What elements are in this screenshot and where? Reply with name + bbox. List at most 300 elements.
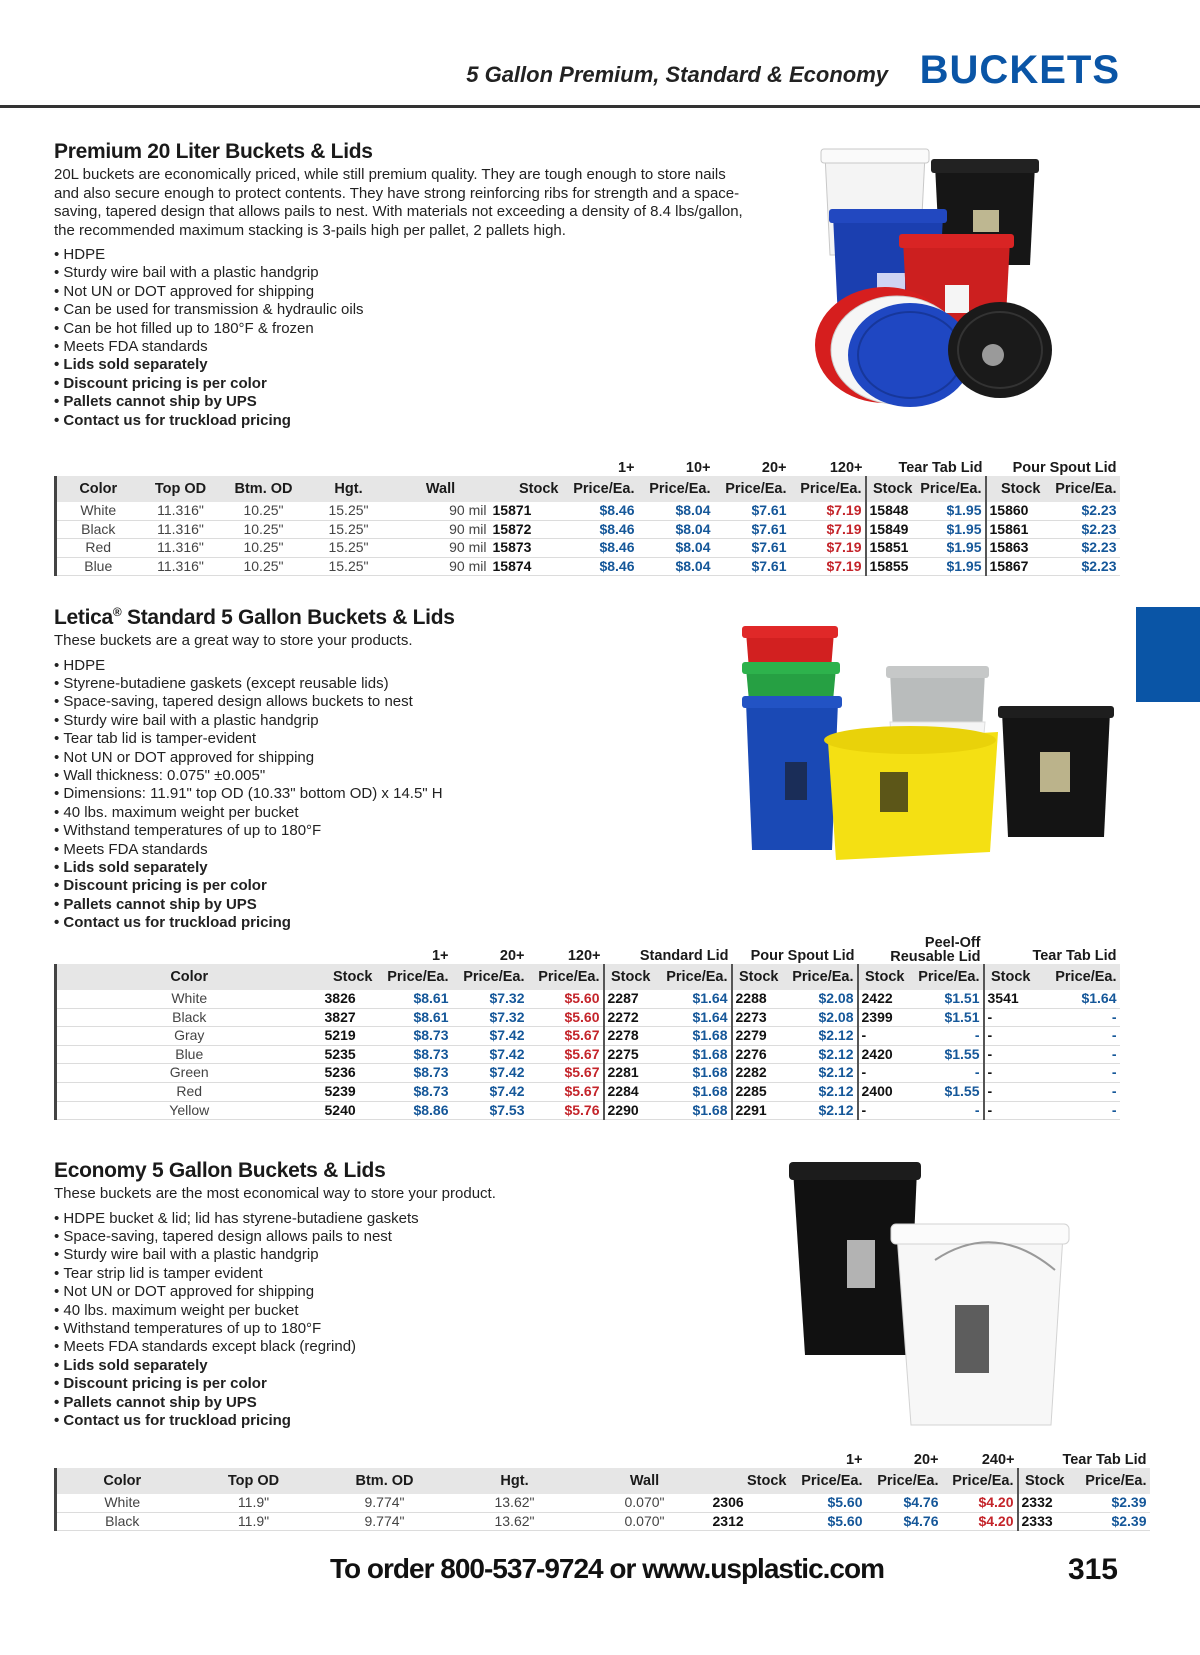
cell-stock: 5240 <box>322 1101 376 1120</box>
cell-stock: 15871 <box>490 502 562 520</box>
cell-p240: $4.20 <box>942 1512 1018 1531</box>
col-stock: Stock <box>1018 1468 1068 1494</box>
cell-l1p: $1.68 <box>654 1064 732 1083</box>
col-stock: Stock <box>490 476 562 502</box>
feature-bullet: • Contact us for truckload pricing <box>54 1412 744 1430</box>
cell-p20: $7.42 <box>452 1082 528 1101</box>
cell-p1: $8.46 <box>562 502 638 520</box>
standard-price-table <box>54 936 1120 1120</box>
feature-bullet: • Meets FDA standards <box>54 841 744 859</box>
cell-lid2_stock: 15867 <box>986 557 1044 576</box>
header-title: BUCKETS <box>919 48 1120 92</box>
cell-p20: $7.42 <box>452 1064 528 1083</box>
cell-l1p: $1.68 <box>654 1045 732 1064</box>
feature-bullet: • Pallets cannot ship by UPS <box>54 393 744 411</box>
cell-p120: $7.19 <box>790 539 866 558</box>
cell-btm: 10.25" <box>222 520 306 539</box>
cell-l2s: 2279 <box>732 1027 782 1046</box>
cell-p240: $4.20 <box>942 1494 1018 1512</box>
cell-wall: 90 mil <box>392 557 490 576</box>
cell-p120: $5.76 <box>528 1101 604 1120</box>
qty-120-label: 120+ <box>829 460 863 476</box>
table-row <box>56 1494 1150 1512</box>
cell-l1s: 2290 <box>604 1101 654 1120</box>
peel-off-lid-label <box>858 936 984 964</box>
feature-bullet: • Contact us for truckload pricing <box>54 412 744 430</box>
section-side-tab <box>1136 607 1200 702</box>
cell-lid2_stock: 15860 <box>986 502 1044 520</box>
col-btm-od: Btm. OD <box>222 476 306 502</box>
header-subtitle: 5 Gallon Premium, Standard & Economy <box>466 62 888 87</box>
cell-btm: 9.774" <box>320 1494 450 1512</box>
cell-l3p: - <box>908 1027 984 1046</box>
col-price: Price/Ea. <box>916 476 986 502</box>
cell-color: Green <box>56 1064 322 1083</box>
cell-lid2_price: $2.23 <box>1044 502 1120 520</box>
tear-tab-lid-label: Tear Tab Lid <box>1032 948 1117 964</box>
cell-color: Gray <box>56 1027 322 1046</box>
cell-lid1_stock: 15849 <box>866 520 916 539</box>
cell-p120: $5.67 <box>528 1082 604 1101</box>
cell-p1: $8.61 <box>376 990 452 1008</box>
cell-l1p: $2.39 <box>1068 1494 1150 1512</box>
cell-p120: $7.19 <box>790 557 866 576</box>
cell-l2p: $2.12 <box>782 1027 858 1046</box>
col-stock: Stock <box>604 964 654 990</box>
col-color: Color <box>56 964 322 990</box>
cell-l3s: 2399 <box>858 1008 908 1027</box>
cell-l1s: 2287 <box>604 990 654 1008</box>
col-price: Price/Ea. <box>654 964 732 990</box>
qty-1-label: 1+ <box>617 460 635 476</box>
cell-color: White <box>56 502 140 520</box>
cell-p1: $8.46 <box>562 557 638 576</box>
cell-p120: $5.67 <box>528 1027 604 1046</box>
economy-title: Economy 5 Gallon Buckets & Lids <box>54 1159 386 1182</box>
table-row <box>56 520 1120 539</box>
cell-color: Black <box>56 1512 188 1531</box>
cell-stock: 2312 <box>710 1512 790 1531</box>
premium-section <box>54 140 744 430</box>
feature-bullet: • Space-saving, tapered design allows pails to nest <box>54 1228 744 1246</box>
premium-price-table <box>54 452 1120 576</box>
cell-hgt: 15.25" <box>306 502 392 520</box>
cell-color: Red <box>56 539 140 558</box>
col-price: Price/Ea. <box>562 476 638 502</box>
order-info: To order 800-537-9724 or www.usplastic.com <box>330 1553 884 1584</box>
cell-color: Black <box>56 1008 322 1027</box>
cell-lid1_stock: 15848 <box>866 502 916 520</box>
col-price: Price/Ea. <box>452 964 528 990</box>
qty-20-label: 20+ <box>913 1452 939 1468</box>
col-wall: Wall <box>580 1468 710 1494</box>
feature-bullet: • Discount pricing is per color <box>54 1375 744 1393</box>
col-color: Color <box>56 476 140 502</box>
col-height: Hgt. <box>306 476 392 502</box>
cell-l2p: $2.12 <box>782 1064 858 1083</box>
standard-title <box>54 605 744 630</box>
cell-lid1_stock: 15851 <box>866 539 916 558</box>
cell-l1p: $1.64 <box>654 1008 732 1027</box>
cell-p1: $8.73 <box>376 1064 452 1083</box>
standard-description: These buckets are a great way to store your products. <box>54 632 413 649</box>
cell-l4s: - <box>984 1082 1034 1101</box>
table-row <box>56 1008 1120 1027</box>
cell-l2p: $2.08 <box>782 990 858 1008</box>
cell-lid1_price: $1.95 <box>916 539 986 558</box>
col-price: Price/Ea. <box>866 1468 942 1494</box>
feature-bullet: • Pallets cannot ship by UPS <box>54 1394 744 1412</box>
table-row <box>56 990 1120 1008</box>
feature-bullet: • Lids sold separately <box>54 1357 744 1375</box>
cell-top: 11.316" <box>140 557 222 576</box>
premium-feature-list <box>54 246 744 430</box>
cell-btm: 10.25" <box>222 557 306 576</box>
feature-bullet: • HDPE <box>54 246 744 264</box>
cell-hgt: 13.62" <box>450 1512 580 1531</box>
cell-p1: $8.46 <box>562 539 638 558</box>
qty-1-label: 1+ <box>845 1452 863 1468</box>
standard-section <box>54 605 744 933</box>
feature-bullet: • Sturdy wire bail with a plastic handgrip <box>54 712 744 730</box>
cell-p120: $5.60 <box>528 1008 604 1027</box>
cell-l2p: $2.12 <box>782 1045 858 1064</box>
cell-p10: $8.04 <box>638 557 714 576</box>
cell-p10: $8.04 <box>638 520 714 539</box>
feature-bullet: • Lids sold separately <box>54 356 744 374</box>
cell-p20: $7.32 <box>452 1008 528 1027</box>
qty-10-label: 10+ <box>685 460 711 476</box>
header-rule <box>0 105 1200 108</box>
cell-stock: 5236 <box>322 1064 376 1083</box>
standard-title-rest: Standard 5 Gallon Buckets & Lids <box>121 606 455 629</box>
tear-tab-lid-label: Tear Tab Lid <box>898 460 983 476</box>
table-row <box>56 1512 1150 1531</box>
cell-l4p: - <box>1034 1045 1120 1064</box>
cell-l3s: - <box>858 1027 908 1046</box>
cell-lid2_stock: 15861 <box>986 520 1044 539</box>
cell-btm: 9.774" <box>320 1512 450 1531</box>
col-stock: Stock <box>984 964 1034 990</box>
cell-p120: $5.67 <box>528 1064 604 1083</box>
cell-l3s: 2420 <box>858 1045 908 1064</box>
cell-wall: 0.070" <box>580 1494 710 1512</box>
cell-l2s: 2276 <box>732 1045 782 1064</box>
feature-bullet: • Withstand temperatures of up to 180°F <box>54 1320 744 1338</box>
col-price: Price/Ea. <box>782 964 858 990</box>
feature-bullet: • Withstand temperatures of up to 180°F <box>54 822 744 840</box>
cell-color: White <box>56 990 322 1008</box>
premium-description: 20L buckets are economically priced, while still premium quality. They are tough enough to store nails and also secure enough to protect contents. They have strong reinforcing ribs for strength and a space-saving, tapered design that allows pails to nest. With materials not exceeding a density of 8.4 lbs/gallon, the recommended maximum stacking is 3-pails high per pallet, 2 pallets high. <box>54 166 743 239</box>
col-price: Price/Ea. <box>1068 1468 1150 1494</box>
feature-bullet: • Not UN or DOT approved for shipping <box>54 749 744 767</box>
cell-l4s: 3541 <box>984 990 1034 1008</box>
cell-l3p: - <box>908 1101 984 1120</box>
premium-buckets-image <box>805 145 1095 435</box>
cell-l4p: - <box>1034 1082 1120 1101</box>
cell-p20: $4.76 <box>866 1512 942 1531</box>
cell-stock: 15873 <box>490 539 562 558</box>
cell-hgt: 15.25" <box>306 520 392 539</box>
feature-bullet: • Discount pricing is per color <box>54 877 744 895</box>
cell-p20: $4.76 <box>866 1494 942 1512</box>
feature-bullet: • Tear strip lid is tamper evident <box>54 1265 744 1283</box>
cell-l1p: $1.64 <box>654 990 732 1008</box>
table-row <box>56 1064 1120 1083</box>
cell-stock: 15872 <box>490 520 562 539</box>
cell-lid2_price: $2.23 <box>1044 557 1120 576</box>
cell-l3s: - <box>858 1101 908 1120</box>
cell-color: Blue <box>56 557 140 576</box>
cell-p20: $7.61 <box>714 502 790 520</box>
cell-l3p: $1.51 <box>908 990 984 1008</box>
table-row <box>56 1027 1120 1046</box>
feature-bullet: • Lids sold separately <box>54 859 744 877</box>
cell-top: 11.316" <box>140 502 222 520</box>
cell-p20: $7.53 <box>452 1101 528 1120</box>
cell-stock: 3826 <box>322 990 376 1008</box>
cell-l3p: - <box>908 1064 984 1083</box>
cell-l1s: 2332 <box>1018 1494 1068 1512</box>
cell-stock: 3827 <box>322 1008 376 1027</box>
feature-bullet: • Can be used for transmission & hydraulic oils <box>54 301 744 319</box>
cell-p10: $8.04 <box>638 502 714 520</box>
cell-p1: $5.60 <box>790 1494 866 1512</box>
pour-spout-lid-label: Pour Spout Lid <box>1012 460 1117 476</box>
cell-color: Black <box>56 520 140 539</box>
col-price: Price/Ea. <box>790 1468 866 1494</box>
table-row <box>56 1101 1120 1120</box>
col-price: Price/Ea. <box>376 964 452 990</box>
economy-buckets-image <box>785 1160 1070 1430</box>
cell-l4s: - <box>984 1045 1034 1064</box>
cell-l3s: 2400 <box>858 1082 908 1101</box>
col-price: Price/Ea. <box>528 964 604 990</box>
feature-bullet: • Discount pricing is per color <box>54 375 744 393</box>
feature-bullet: • Tear tab lid is tamper-evident <box>54 730 744 748</box>
cell-p1: $8.46 <box>562 520 638 539</box>
cell-p20: $7.42 <box>452 1027 528 1046</box>
feature-bullet: • Wall thickness: 0.075" ±0.005" <box>54 767 744 785</box>
cell-p1: $8.73 <box>376 1027 452 1046</box>
cell-p120: $5.60 <box>528 990 604 1008</box>
cell-l3s: 2422 <box>858 990 908 1008</box>
table-row <box>56 539 1120 558</box>
cell-l1s: 2275 <box>604 1045 654 1064</box>
feature-bullet: • Not UN or DOT approved for shipping <box>54 283 744 301</box>
table-row <box>56 1082 1120 1101</box>
page-number: 315 <box>1067 1553 1118 1586</box>
qty-20-label: 20+ <box>499 948 525 964</box>
cell-p10: $8.04 <box>638 539 714 558</box>
feature-bullet: • HDPE bucket & lid; lid has styrene-butadiene gaskets <box>54 1210 744 1228</box>
col-price: Price/Ea. <box>714 476 790 502</box>
cell-top: 11.9" <box>188 1512 320 1531</box>
col-color: Color <box>56 1468 188 1494</box>
tear-tab-lid-label: Tear Tab Lid <box>1062 1452 1147 1468</box>
cell-l4p: - <box>1034 1008 1120 1027</box>
feature-bullet: • 40 lbs. maximum weight per bucket <box>54 804 744 822</box>
col-stock: Stock <box>866 476 916 502</box>
feature-bullet: • Meets FDA standards <box>54 338 744 356</box>
economy-feature-list <box>54 1210 744 1431</box>
cell-color: Red <box>56 1082 322 1101</box>
cell-p20: $7.61 <box>714 520 790 539</box>
cell-l1p: $1.68 <box>654 1027 732 1046</box>
cell-l2s: 2291 <box>732 1101 782 1120</box>
cell-l4s: - <box>984 1101 1034 1120</box>
cell-stock: 2306 <box>710 1494 790 1512</box>
cell-l2s: 2273 <box>732 1008 782 1027</box>
cell-p120: $5.67 <box>528 1045 604 1064</box>
cell-top: 11.316" <box>140 520 222 539</box>
cell-lid2_price: $2.23 <box>1044 539 1120 558</box>
qty-120-label: 120+ <box>567 948 601 964</box>
cell-p20: $7.42 <box>452 1045 528 1064</box>
col-stock: Stock <box>322 964 376 990</box>
cell-l1s: 2333 <box>1018 1512 1068 1531</box>
cell-lid2_stock: 15863 <box>986 539 1044 558</box>
cell-stock: 5235 <box>322 1045 376 1064</box>
feature-bullet: • Sturdy wire bail with a plastic handgrip <box>54 1246 744 1264</box>
cell-l3p: $1.55 <box>908 1082 984 1101</box>
col-stock: Stock <box>710 1468 790 1494</box>
col-btm-od: Btm. OD <box>320 1468 450 1494</box>
cell-l2s: 2288 <box>732 990 782 1008</box>
peel-off-line1: Peel-Off <box>924 935 981 951</box>
cell-color: White <box>56 1494 188 1512</box>
qty-20-label: 20+ <box>761 460 787 476</box>
cell-hgt: 13.62" <box>450 1494 580 1512</box>
cell-color: Blue <box>56 1045 322 1064</box>
cell-l3p: $1.55 <box>908 1045 984 1064</box>
col-price: Price/Ea. <box>1034 964 1120 990</box>
cell-l1s: 2281 <box>604 1064 654 1083</box>
cell-lid1_price: $1.95 <box>916 502 986 520</box>
cell-p120: $7.19 <box>790 502 866 520</box>
cell-l2s: 2285 <box>732 1082 782 1101</box>
cell-p20: $7.61 <box>714 557 790 576</box>
col-stock: Stock <box>858 964 908 990</box>
cell-l1s: 2272 <box>604 1008 654 1027</box>
cell-l3p: $1.51 <box>908 1008 984 1027</box>
cell-wall: 90 mil <box>392 520 490 539</box>
feature-bullet: • Styrene-butadiene gaskets (except reusable lids) <box>54 675 744 693</box>
registered-mark: ® <box>112 605 122 619</box>
col-wall: Wall <box>392 476 490 502</box>
cell-lid2_price: $2.23 <box>1044 520 1120 539</box>
cell-l4s: - <box>984 1027 1034 1046</box>
col-stock: Stock <box>732 964 782 990</box>
cell-l4p: - <box>1034 1101 1120 1120</box>
cell-stock: 15874 <box>490 557 562 576</box>
feature-bullet: • 40 lbs. maximum weight per bucket <box>54 1302 744 1320</box>
peel-off-line2: Reusable Lid <box>890 949 981 965</box>
col-price: Price/Ea. <box>908 964 984 990</box>
cell-stock: 5239 <box>322 1082 376 1101</box>
feature-bullet: • Sturdy wire bail with a plastic handgrip <box>54 264 744 282</box>
cell-btm: 10.25" <box>222 539 306 558</box>
table-row <box>56 557 1120 576</box>
standard-buckets-image <box>740 622 1115 872</box>
cell-lid1_stock: 15855 <box>866 557 916 576</box>
cell-l3s: - <box>858 1064 908 1083</box>
cell-l1p: $2.39 <box>1068 1512 1150 1531</box>
col-top-od: Top OD <box>188 1468 320 1494</box>
cell-p120: $7.19 <box>790 520 866 539</box>
cell-l1s: 2284 <box>604 1082 654 1101</box>
feature-bullet: • Can be hot filled up to 180°F & frozen <box>54 320 744 338</box>
feature-bullet: • HDPE <box>54 657 744 675</box>
cell-p20: $7.61 <box>714 539 790 558</box>
economy-section <box>54 1159 744 1430</box>
cell-lid1_price: $1.95 <box>916 520 986 539</box>
col-stock: Stock <box>986 476 1044 502</box>
cell-top: 11.9" <box>188 1494 320 1512</box>
cell-hgt: 15.25" <box>306 557 392 576</box>
cell-p20: $7.32 <box>452 990 528 1008</box>
cell-p1: $8.73 <box>376 1045 452 1064</box>
cell-wall: 90 mil <box>392 539 490 558</box>
feature-bullet: • Space-saving, tapered design allows buckets to nest <box>54 693 744 711</box>
economy-price-table <box>54 1444 1150 1531</box>
qty-1-label: 1+ <box>431 948 449 964</box>
feature-bullet: • Meets FDA standards except black (regrind) <box>54 1338 744 1356</box>
qty-240-label: 240+ <box>981 1452 1015 1468</box>
cell-wall: 0.070" <box>580 1512 710 1531</box>
cell-l4p: $1.64 <box>1034 990 1120 1008</box>
pour-spout-lid-label: Pour Spout Lid <box>750 948 855 964</box>
cell-p1: $5.60 <box>790 1512 866 1531</box>
col-top-od: Top OD <box>140 476 222 502</box>
premium-title: Premium 20 Liter Buckets & Lids <box>54 140 373 163</box>
cell-l2s: 2282 <box>732 1064 782 1083</box>
col-price: Price/Ea. <box>942 1468 1018 1494</box>
col-height: Hgt. <box>450 1468 580 1494</box>
cell-l4s: - <box>984 1008 1034 1027</box>
feature-bullet: • Dimensions: 11.91" top OD (10.33" bottom OD) x 14.5" H <box>54 785 744 803</box>
cell-btm: 10.25" <box>222 502 306 520</box>
feature-bullet: • Contact us for truckload pricing <box>54 914 744 932</box>
cell-l1s: 2278 <box>604 1027 654 1046</box>
cell-p1: $8.86 <box>376 1101 452 1120</box>
feature-bullet: • Not UN or DOT approved for shipping <box>54 1283 744 1301</box>
cell-hgt: 15.25" <box>306 539 392 558</box>
feature-bullet: • Pallets cannot ship by UPS <box>54 896 744 914</box>
cell-lid1_price: $1.95 <box>916 557 986 576</box>
table-row <box>56 502 1120 520</box>
cell-color: Yellow <box>56 1101 322 1120</box>
economy-description: These buckets are the most economical way to store your product. <box>54 1185 496 1202</box>
cell-l4p: - <box>1034 1027 1120 1046</box>
standard-feature-list <box>54 657 744 933</box>
cell-l1p: $1.68 <box>654 1082 732 1101</box>
cell-l4p: - <box>1034 1064 1120 1083</box>
cell-top: 11.316" <box>140 539 222 558</box>
col-price: Price/Ea. <box>1044 476 1120 502</box>
cell-l2p: $2.12 <box>782 1101 858 1120</box>
cell-wall: 90 mil <box>392 502 490 520</box>
col-price: Price/Ea. <box>638 476 714 502</box>
cell-l4s: - <box>984 1064 1034 1083</box>
standard-title-brand: Letica <box>54 606 113 629</box>
cell-l2p: $2.12 <box>782 1082 858 1101</box>
cell-l1p: $1.68 <box>654 1101 732 1120</box>
cell-p1: $8.61 <box>376 1008 452 1027</box>
standard-lid-label: Standard Lid <box>639 948 729 964</box>
cell-p1: $8.73 <box>376 1082 452 1101</box>
table-row <box>56 1045 1120 1064</box>
